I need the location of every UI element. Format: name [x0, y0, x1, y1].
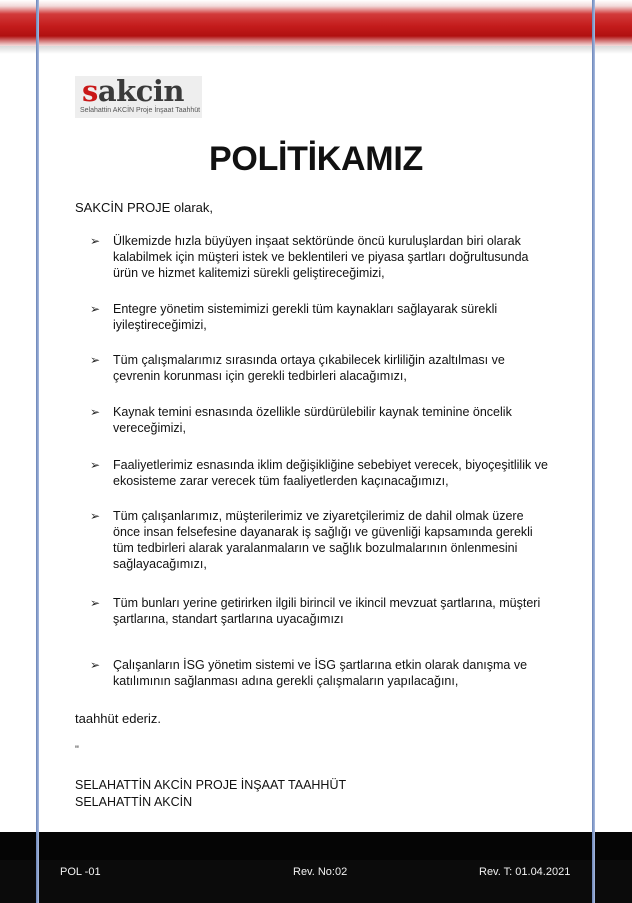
- page-title: POLİTİKAMIZ: [209, 140, 423, 178]
- arrow-bullet-icon: ➢: [90, 509, 101, 523]
- footer-bar: [0, 832, 632, 903]
- arrow-bullet-icon: ➢: [90, 596, 101, 610]
- signature-name: SELAHATTİN AKCİN: [75, 795, 193, 809]
- header-red-band: [0, 0, 632, 46]
- arrow-bullet-icon: ➢: [90, 458, 101, 472]
- policy-item-text: Tüm çalışmalarımız sırasında ortaya çıkabilecek kirliliğin azaltılması ve çevrenin korunması için gerekli tedbirleri alacağımızı,: [113, 353, 505, 383]
- footer-revision-no: Rev. No:02: [293, 866, 348, 878]
- footer-doc-code: POL -01: [60, 866, 101, 878]
- footer-revision-date: Rev. T: 01.04.2021: [479, 866, 571, 878]
- closing-text: taahhüt ederiz.: [75, 711, 162, 726]
- footer-top-band: [0, 832, 632, 860]
- left-border-line: [36, 0, 39, 903]
- signature-company: SELAHATTİN AKCİN PROJE İNŞAAT TAAHHÜT: [75, 778, 347, 792]
- policy-item-text: Entegre yönetim sistemimizi gerekli tüm kaynakları sağlayarak sürekli iyileştireceğimizi,: [113, 302, 498, 332]
- policy-item-text: Tüm çalışanlarımız, müşterilerimiz ve ziyaretçilerimiz de dahil olmak üzere önce insan felsefesine dayanarak iş sağlığı ve güvenliği kapsamında gerekli tüm tedbirleri alarak yaralanmaların ve sağlık bozulmalarının önlenmesini sağlayacağımızı,: [113, 509, 533, 571]
- header-shadow: [0, 46, 632, 54]
- policy-item-text: Çalışanların İSG yönetim sistemi ve İSG şartlarına etkin olarak danışma ve katılımının sağlanması adına gerekli çalışmaların yapılacağını,: [113, 658, 528, 688]
- arrow-bullet-icon: ➢: [90, 353, 101, 367]
- quote-mark: ": [75, 744, 79, 756]
- policy-item-text: Tüm bunları yerine getirirken ilgili birincil ve ikincil mevzuat şartlarına, müşteri şartlarına, standart şartlarına uyacağımızı: [113, 596, 541, 626]
- logo-subtitle: Selahattin AKCİN Proje İnşaat Taahhüt: [80, 107, 201, 114]
- intro-text: SAKCİN PROJE olarak,: [75, 200, 213, 215]
- policy-item-text: Ülkemizde hızla büyüyen inşaat sektöründe öncü kuruluşlardan biri olarak kalabilmek için müşteri istek ve beklentileri ve piyasa şartları doğrultusunda ürün ve hizmet kalitemizi sürekli geliştireceğimizi,: [113, 234, 529, 280]
- arrow-bullet-icon: ➢: [90, 405, 101, 419]
- arrow-bullet-icon: ➢: [90, 234, 101, 248]
- policy-item-text: Kaynak temini esnasında özellikle sürdürülebilir kaynak teminine öncelik vereceğimizi,: [113, 405, 512, 435]
- right-border-line: [592, 0, 595, 903]
- arrow-bullet-icon: ➢: [90, 658, 101, 672]
- company-logo: [75, 76, 202, 118]
- logo-wordmark: sakcin: [82, 74, 184, 108]
- policy-item-text: Faaliyetlerimiz esnasında iklim değişikliğine sebebiyet verecek, biyoçeşitlilik ve ekosisteme zarar verecek tüm faaliyetlerden kaçınacağımızı,: [113, 458, 548, 488]
- arrow-bullet-icon: ➢: [90, 302, 101, 316]
